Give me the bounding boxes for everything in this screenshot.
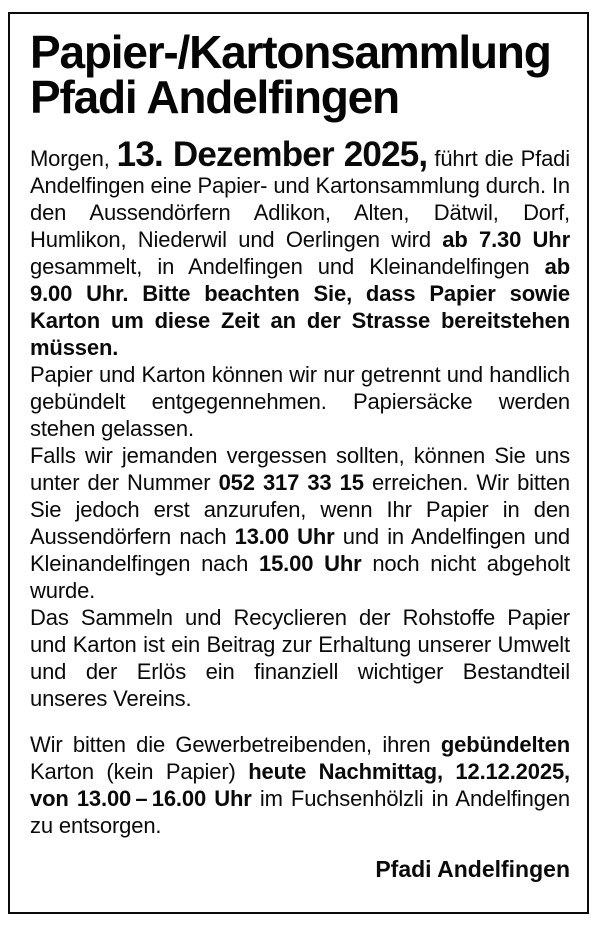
body-text: Falls wir jemanden vergessen sollten, können Sie uns unter der Nummer xyxy=(30,443,570,495)
date-emphasis: 13. Dezember 2025, xyxy=(116,135,428,174)
bold-emphasis: 052 317 33 15 xyxy=(218,470,364,495)
bold-emphasis: heute Nachmittag, 12.12.2025, von 13.00 – 16.00 Uhr xyxy=(30,759,570,811)
paragraph-intro xyxy=(30,137,570,361)
signature: Pfadi Andelfingen xyxy=(375,856,570,882)
paragraph-contact xyxy=(30,442,570,604)
body-text: Das Sammeln und Recyclieren der Rohstoffe Papier und Karton ist ein Beitrag zur Erhaltung unserer Umwelt und der Erlös ein finanziell wichtiger Bestandteil unseres Vereins. xyxy=(30,605,570,711)
title-line-1: Papier-/Kartonsammlung xyxy=(30,26,551,78)
title-line-2: Pfadi Andelfingen xyxy=(30,71,399,123)
body-text: erreichen. Wir bitten Sie jedoch erst anzurufen, wenn Ihr Papier in den Aussendörfern nach xyxy=(30,470,570,549)
body-text: Wir bitten die Gewerbetreibenden, ihren xyxy=(30,732,441,757)
bold-emphasis: ab 9.00 Uhr. Bitte beachten Sie, dass Papier sowie Karton um diese Zeit an der Strasse bereitstehen müssen. xyxy=(30,254,570,360)
announcement-card xyxy=(8,12,589,914)
body-text: Papier und Karton können wir nur getrennt und handlich gebündelt entgegennehmen. Papiersäcke werden stehen gelassen. xyxy=(30,362,570,441)
body-text: noch nicht abgeholt wurde. xyxy=(30,551,570,603)
paragraph-recycling xyxy=(30,604,570,712)
paragraph-handling xyxy=(30,361,570,442)
paragraph-gewerbe xyxy=(30,731,570,839)
body-text: im Fuchsenhölzli in Andelfingen zu entsorgen. xyxy=(30,786,570,838)
body-text: und in Andelfingen und Kleinandelfingen nach xyxy=(30,524,570,576)
body-text: führt die Pfadi Andelfingen eine Papier- und Kartonsammlung durch. In den Aussendörfern Adlikon, Alten, Dätwil, Dorf, Humlikon, Niederwil und Oerlingen wird xyxy=(30,146,570,252)
bold-emphasis: ab 7.30 Uhr xyxy=(442,227,570,252)
body-text: gesammelt, in Andelfingen und Kleinandelfingen xyxy=(30,254,545,279)
body-text: Karton (kein Papier) xyxy=(30,759,249,784)
page-title xyxy=(30,26,570,123)
bold-emphasis: 15.00 Uhr xyxy=(259,551,362,576)
bold-emphasis: gebündelten xyxy=(440,732,570,757)
bold-emphasis: 13.00 Uhr xyxy=(234,524,335,549)
body-text: Morgen, xyxy=(30,146,117,171)
